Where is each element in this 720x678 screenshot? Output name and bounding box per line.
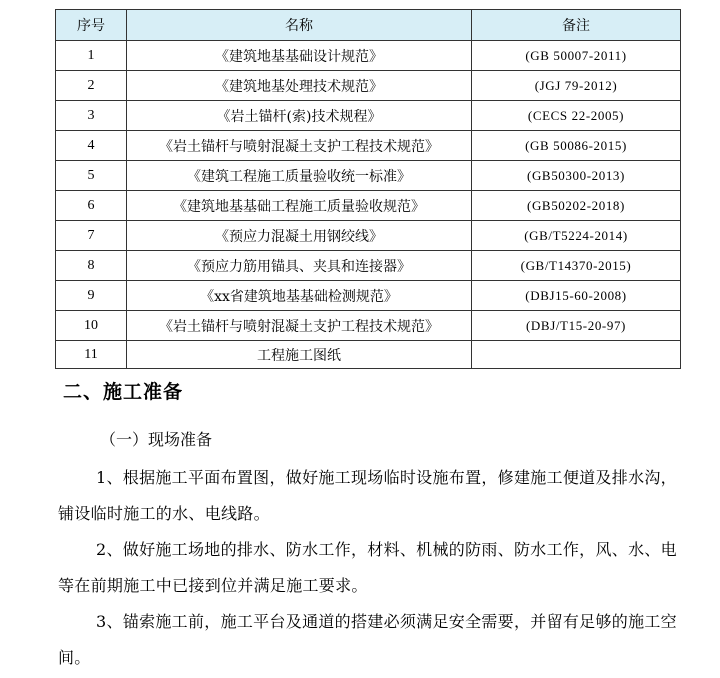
paragraph-item	[58, 460, 686, 532]
paragraph-text: 3、锚索施工前，施工平台及通道的搭建必须满足安全需要，并留有足够的施工空间。	[58, 612, 677, 667]
header-number: 序号	[56, 10, 127, 41]
subsection-heading: （一）现场准备	[100, 430, 213, 449]
paragraph-text: 1、根据施工平面布置图，做好施工现场临时设施布置，修建施工便道及排水沟，铺设临时施工的水、电线路。	[58, 468, 677, 523]
table-row	[56, 341, 681, 369]
row-number: 2	[56, 71, 127, 101]
table-row	[56, 41, 681, 71]
row-name: 《岩土锚杆与喷射混凝土支护工程技术规范》	[127, 311, 472, 341]
table-row	[56, 281, 681, 311]
row-name: 《xx省建筑地基基础检测规范》	[127, 281, 472, 311]
table-row	[56, 101, 681, 131]
row-remark: (GB/T14370-2015)	[472, 251, 681, 281]
row-remark: (GB 50086-2015)	[472, 131, 681, 161]
row-number: 1	[56, 41, 127, 71]
row-remark: (GB50202-2018)	[472, 191, 681, 221]
table-row	[56, 221, 681, 251]
row-remark: (GB50300-2013)	[472, 161, 681, 191]
row-name: 《岩土锚杆(索)技术规程》	[127, 101, 472, 131]
table-row	[56, 71, 681, 101]
row-remark: (GB 50007-2011)	[472, 41, 681, 71]
row-number: 4	[56, 131, 127, 161]
table-row	[56, 311, 681, 341]
row-number: 7	[56, 221, 127, 251]
row-number: 9	[56, 281, 127, 311]
row-number: 11	[56, 341, 127, 369]
paragraph-text: 2、做好施工场地的排水、防水工作，材料、机械的防雨、防水工作，风、水、电等在前期施工中已接到位并满足施工要求。	[58, 540, 677, 595]
row-number: 8	[56, 251, 127, 281]
row-name: 《建筑工程施工质量验收统一标准》	[127, 161, 472, 191]
row-number: 10	[56, 311, 127, 341]
standards-table	[55, 9, 681, 369]
row-name: 《建筑地基处理技术规范》	[127, 71, 472, 101]
row-remark	[472, 341, 681, 369]
row-remark: (DBJ/T15-20-97)	[472, 311, 681, 341]
row-number: 3	[56, 101, 127, 131]
row-name: 《预应力混凝土用钢绞线》	[127, 221, 472, 251]
table-row	[56, 191, 681, 221]
paragraph-item	[58, 604, 686, 676]
table-row	[56, 161, 681, 191]
row-name: 《建筑地基基础设计规范》	[127, 41, 472, 71]
section-heading: 二、施工准备	[63, 381, 184, 403]
row-number: 6	[56, 191, 127, 221]
table-row	[56, 131, 681, 161]
row-remark: (CECS 22-2005)	[472, 101, 681, 131]
row-name: 《建筑地基基础工程施工质量验收规范》	[127, 191, 472, 221]
table-header-row	[56, 10, 681, 41]
row-remark: (JGJ 79-2012)	[472, 71, 681, 101]
row-remark: (DBJ15-60-2008)	[472, 281, 681, 311]
header-name: 名称	[127, 10, 472, 41]
row-name: 《岩土锚杆与喷射混凝土支护工程技术规范》	[127, 131, 472, 161]
row-name: 工程施工图纸	[127, 341, 472, 369]
paragraph-item	[58, 532, 686, 604]
row-remark: (GB/T5224-2014)	[472, 221, 681, 251]
header-remark: 备注	[472, 10, 681, 41]
table-row	[56, 251, 681, 281]
row-name: 《预应力筋用锚具、夹具和连接器》	[127, 251, 472, 281]
row-number: 5	[56, 161, 127, 191]
